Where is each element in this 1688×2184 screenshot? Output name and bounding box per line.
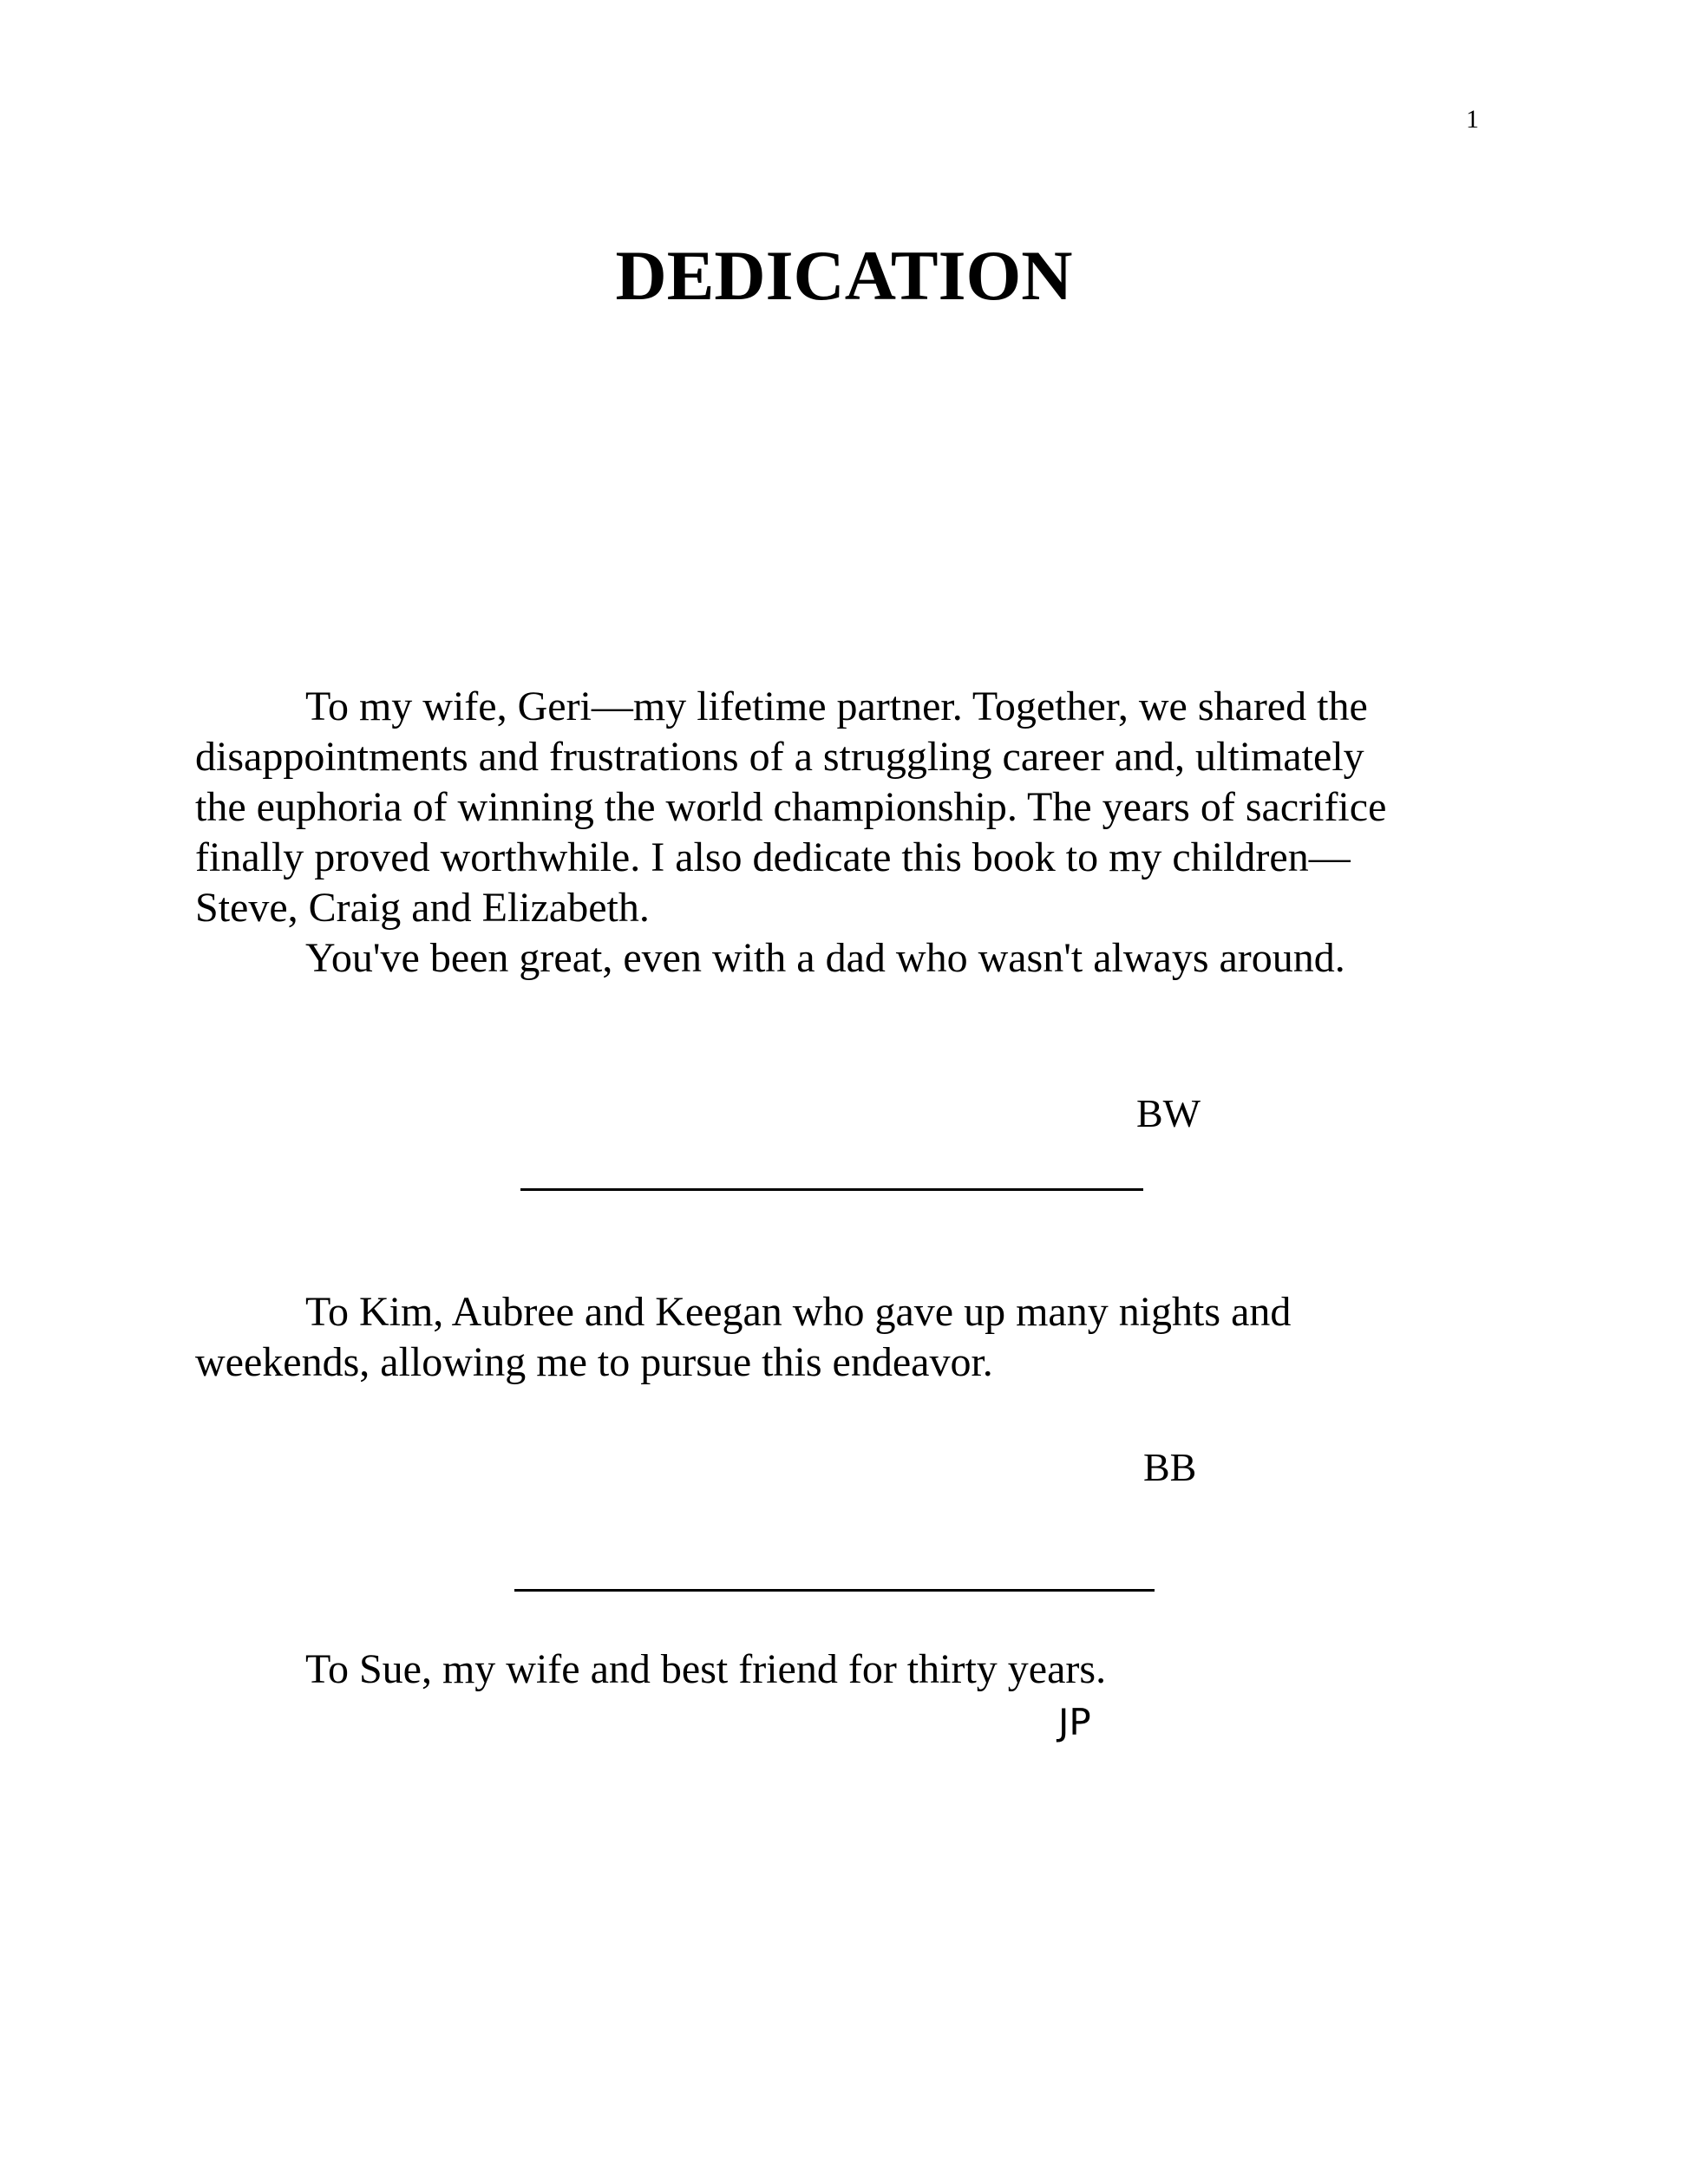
dedication-bw-line: [195, 933, 1479, 984]
section-divider: [514, 1589, 1155, 1592]
page-number: 1: [1466, 105, 1479, 134]
dedication-bw-line: Steve, Craig and Elizabeth.: [195, 885, 650, 931]
dedication-bw-line: [195, 682, 1479, 732]
initials-bb: BB: [1143, 1445, 1197, 1489]
dedication-jp-line-text: To Sue, my wife and best friend for thirty years.: [305, 1646, 1107, 1692]
dedication-jp-line: [195, 1645, 1479, 1695]
dedication-bw-line-text: To my wife, Geri—my lifetime partner. Together, we shared the: [305, 683, 1368, 729]
dedication-bb-line: [195, 1287, 1479, 1337]
section-divider: [520, 1188, 1143, 1191]
initials-bw: BW: [1136, 1091, 1201, 1135]
initials-jp: JP: [1058, 1701, 1091, 1743]
dedication-bb-line-text: To Kim, Aubree and Keegan who gave up many nights and: [305, 1289, 1292, 1335]
dedication-bw-line: disappointments and frustrations of a struggling career and, ultimately: [195, 734, 1364, 780]
dedication-bw-line-text: You've been great, even with a dad who wasn't always around.: [305, 935, 1345, 981]
dedication-bw-line: the euphoria of winning the world championship. The years of sacrifice: [195, 784, 1387, 830]
dedication-bb-line: weekends, allowing me to pursue this endeavor.: [195, 1339, 993, 1385]
dedication-bw-line: finally proved worthwhile. I also dedicate this book to my children—: [195, 834, 1351, 880]
page-title: DEDICATION: [615, 236, 1073, 315]
